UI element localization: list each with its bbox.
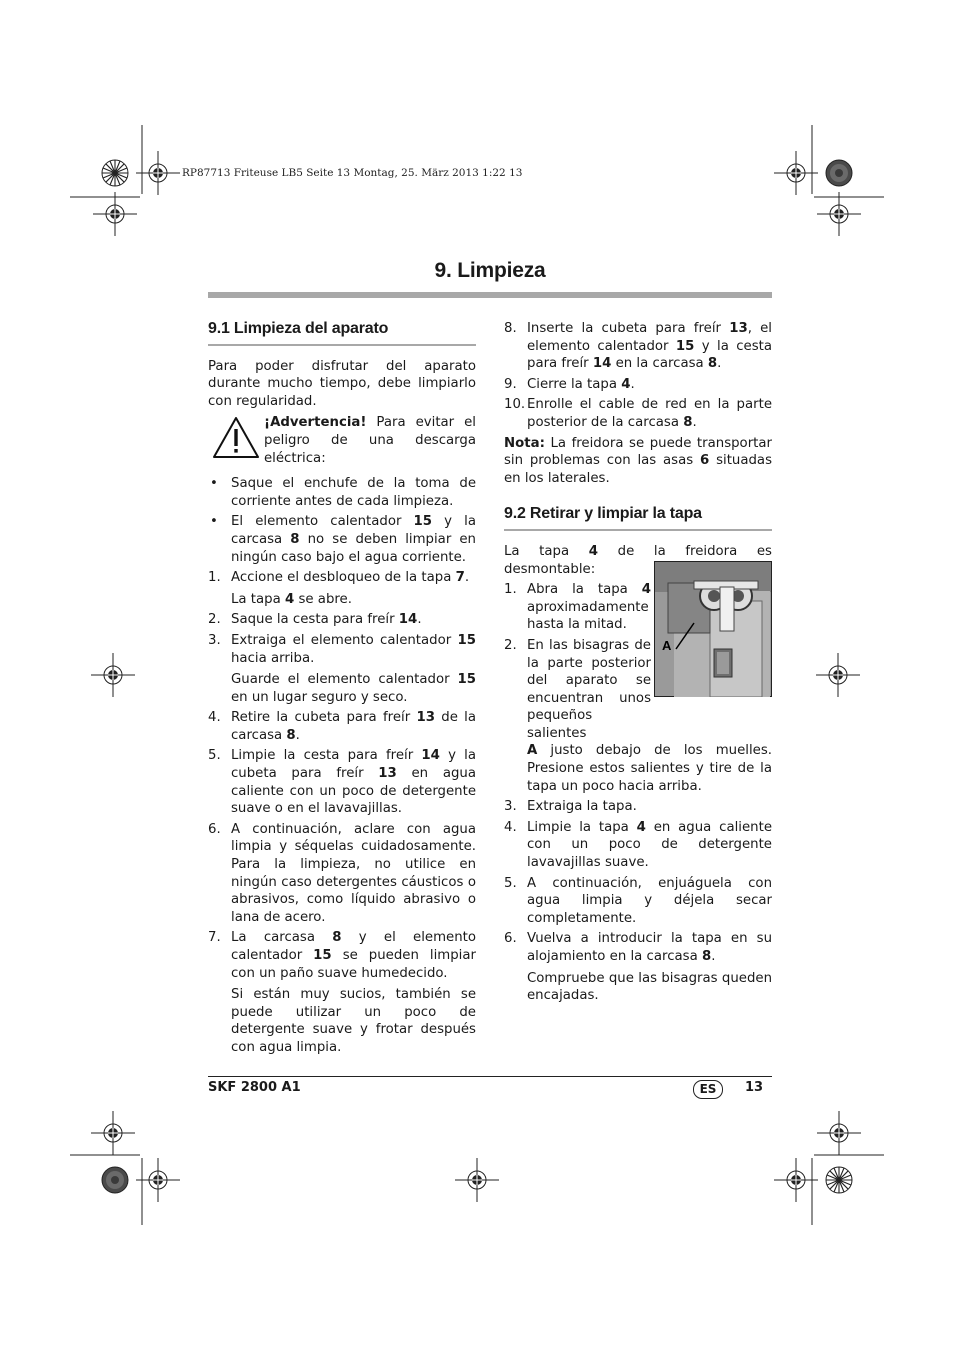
list-item: 1. Abra la tapa 4 aproximadamente hasta la mitad. xyxy=(504,582,651,633)
list-item: 4. Retire la cubeta para freír 13 de la carcasa 8. xyxy=(208,710,476,743)
list-item: 2. En las bisagras de la parte posterior del aparato se encuentran unos pequeños salientes A justo debajo de los muelles. Presione estos salientes y tire de la tapa un poco hacia arriba. xyxy=(504,637,772,794)
section-heading-9-2: 9.2 Retirar y limpiar la tapa xyxy=(504,501,772,531)
list-item: 9. Cierre la tapa 4. xyxy=(504,376,635,392)
photo-label-a: A xyxy=(662,638,672,653)
footer-model: SKF 2800 A1 xyxy=(208,1080,301,1095)
hinge-photo xyxy=(654,561,772,697)
warning-block xyxy=(208,414,476,467)
footer-rule xyxy=(208,1076,772,1077)
section-intro: Para poder disfrutar del aparato durante mucho tiempo, debe limpiarlo con regularidad. xyxy=(208,358,476,409)
right-column xyxy=(504,316,772,1008)
list-item: 8. Inserte la cubeta para freír 13, el elemento calentador 15 y la cesta para freír 14 en la carcasa 8. xyxy=(504,321,772,372)
list-item: • Saque el enchufe de la toma de corriente antes de cada limpieza. xyxy=(208,475,476,510)
section-heading-9-1: 9.1 Limpieza del aparato xyxy=(208,316,476,346)
list-item: 6. A continuación, aclare con agua limpia y séquelas cuidadosamente. Para la limpieza, no utilice en ningún caso detergentes cáusticos o abrasivos, como líquido abrasivo o lana de acero. xyxy=(208,821,476,925)
page-title: 9. Limpieza xyxy=(434,259,546,282)
list-item: 3. Extraiga la tapa. xyxy=(504,799,637,815)
list-item: 10. Enrolle el cable de red en la parte posterior de la carcasa 8. xyxy=(504,397,772,430)
list-item: 7. La carcasa 8 y el elemento calentador 15 se pueden limpiar con un paño suave humedecido. Si están muy sucios, también se puede utilizar un poco de detergente suave y frotar después con agua limpia. xyxy=(208,930,476,1055)
transport-note: Nota: La freidora se puede transportar sin problemas con las asas 6 situadas en los laterales. xyxy=(504,435,773,486)
title-rule xyxy=(208,292,772,298)
language-badge: ES xyxy=(693,1080,723,1099)
list-item: 2. Saque la cesta para freír 14. xyxy=(208,612,422,628)
list-item: • El elemento calentador 15 y la carcasa 8 no se deben limpiar en ningún caso bajo el agua corriente. xyxy=(208,513,476,566)
warning-triangle-icon xyxy=(208,416,264,460)
list-item: 5. A continuación, enjuáguela con agua limpia y déjela secar completamente. xyxy=(504,875,772,926)
list-item: 5. Limpie la cesta para freír 14 y la cubeta para freír 13 en agua caliente con un poco de detergente suave o en el lavavajillas. xyxy=(208,748,476,817)
cleaning-steps-continued xyxy=(504,320,772,432)
safety-bullets xyxy=(208,475,476,566)
print-info: RP87713 Friteuse LB5 Seite 13 Montag, 25. März 2013 1:22 13 xyxy=(182,167,523,179)
list-item: 4. Limpie la tapa 4 en agua caliente con un poco de detergente lavavajillas suave. xyxy=(504,819,772,871)
list-item: 6. Vuelva a introducir la tapa en su alojamiento en la carcasa 8. Compruebe que las bisagras queden encajadas. xyxy=(504,931,772,1004)
section2-intro: La tapa 4 de la freidora es desmontable: xyxy=(504,543,772,577)
list-item: 1. Accione el desbloqueo de la tapa 7. La tapa 4 se abre. xyxy=(208,570,470,607)
left-column xyxy=(208,316,476,1060)
page-number: 13 xyxy=(745,1080,764,1095)
warning-text: ¡Advertencia! Para evitar el peligro de una descarga eléctrica: xyxy=(264,415,476,466)
lid-steps-continued xyxy=(504,798,772,1005)
cleaning-steps xyxy=(208,569,476,1056)
list-item: 3. Extraiga el elemento calentador 15 hacia arriba. Guarde el elemento calentador 15 en un lugar seguro y seco. xyxy=(208,632,476,705)
